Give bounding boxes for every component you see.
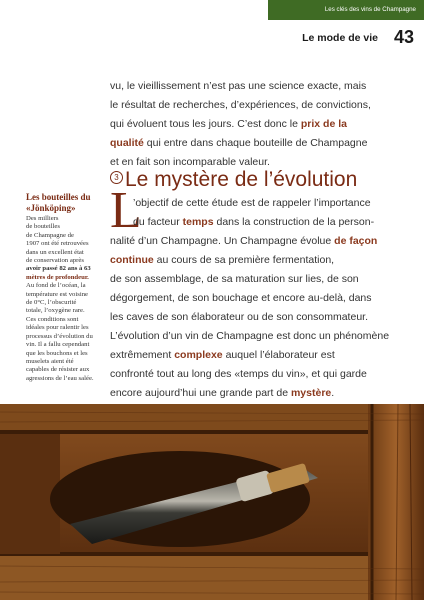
intro-paragraph xyxy=(110,77,400,172)
sidebar-line: de Champagne de xyxy=(26,231,74,239)
body-line: nalité d’un Champagne. Un Champagne évolue de façon xyxy=(110,235,378,247)
running-title: Les clés des vins de Champagne xyxy=(324,6,416,13)
sidebar-line: dans un excellent état xyxy=(26,248,84,256)
body-line: de son assemblage, de sa maturation sur lies, de son xyxy=(110,273,359,285)
body-line: extrêmement complexe auquel l’élaborateur est xyxy=(110,349,335,361)
sidebar-line: processus d’évolution du xyxy=(26,332,93,340)
section-title: Le mode de vie xyxy=(302,32,378,44)
sidebar-line: Des milliers xyxy=(26,215,59,222)
intro-line: le résultat de recherches, d’expériences, de convictions, xyxy=(110,99,371,111)
sidebar-line: agressions de l’eau salée. xyxy=(26,374,94,382)
body-line: confronté tout au long des «temps du vin», et qui garde xyxy=(110,368,367,380)
sidebar-line: capables de résister aux xyxy=(26,366,90,374)
sidebar-box xyxy=(26,192,106,383)
drop-cap: L xyxy=(110,182,142,239)
sidebar-line: Ces conditions sont xyxy=(26,315,79,323)
sidebar-line: mètres de profondeur. xyxy=(26,273,89,281)
sidebar-line: vin. Il a fallu cependant xyxy=(26,341,90,349)
cellar-photo xyxy=(0,404,424,600)
sidebar-line: de conservation après xyxy=(26,257,84,265)
body-line: dégorgement, de son bouchage et encore au-delà, dans xyxy=(110,292,372,304)
page-number: 43 xyxy=(393,27,414,47)
sidebar-text xyxy=(26,215,106,383)
sidebar-line: 1907 ont été retrouvées xyxy=(26,240,89,248)
sidebar-line: que les bouchons et les xyxy=(26,349,88,357)
sidebar-line: idéales pour ralentir les xyxy=(26,324,89,332)
sidebar-line: de 0°C, l’obscurité xyxy=(26,299,77,307)
running-header-bar xyxy=(268,0,424,20)
bottle-rack-illustration xyxy=(0,404,424,600)
intro-line: vu, le vieillissement n’est pas une science exacte, mais xyxy=(110,80,367,92)
body-line: du facteur temps dans la construction de la person- xyxy=(133,216,375,228)
sidebar-line: avoir passé 82 ans à 63 xyxy=(26,265,91,273)
body-line: L’évolution d’un vin de Champagne est donc un phénomène xyxy=(110,330,390,342)
body-line: continue au cours de sa première fermentation, xyxy=(110,254,335,266)
sidebar-line: de bouteilles xyxy=(26,223,60,231)
sidebar-line: muselets aient été xyxy=(26,357,74,365)
sidebar-line: température est voisine xyxy=(26,290,89,298)
sidebar-line: totale, l’oxygène rare. xyxy=(26,307,85,315)
intro-line: qualité qui entre dans chaque bouteille de Champagne xyxy=(110,137,368,149)
body-line: ’objectif de cette étude est de rappeler l’importance xyxy=(133,197,371,209)
sidebar-title: Les bouteilles du «Jönköping» xyxy=(26,192,91,213)
section-number-badge: 3 xyxy=(110,171,123,184)
intro-line: qui évoluent tous les jours. C’est donc le prix de la xyxy=(110,118,347,130)
body-line: encore aujourd’hui une grande part de mystère. xyxy=(110,387,335,399)
sidebar-line: Au fond de l’océan, la xyxy=(26,282,86,290)
section-heading-text: Le mystère de l’évolution xyxy=(125,168,358,191)
intro-line: et en fait son incomparable valeur. xyxy=(110,156,270,168)
section-heading xyxy=(110,168,410,192)
body-line: les caves de son élaborateur ou de son consommateur. xyxy=(110,311,368,323)
